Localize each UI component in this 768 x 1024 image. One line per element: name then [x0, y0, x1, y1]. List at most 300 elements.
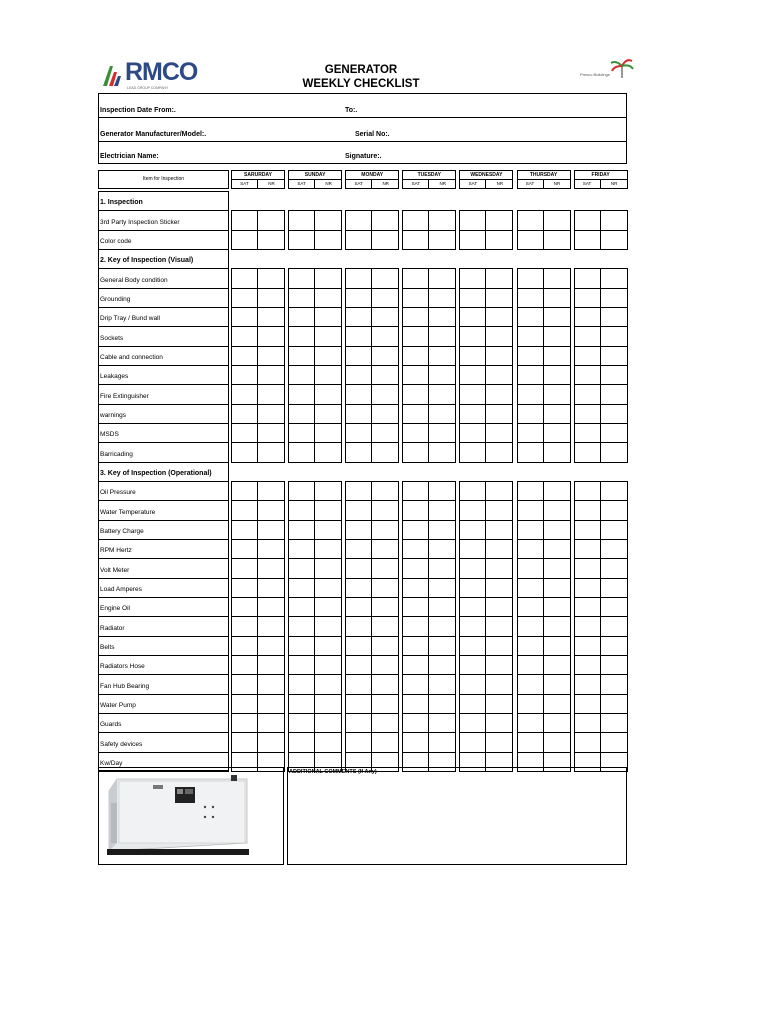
check-cell-sat[interactable]: [288, 481, 315, 501]
check-cell-sat[interactable]: [288, 326, 315, 346]
check-cell-nr[interactable]: [257, 636, 285, 656]
check-cell-sat[interactable]: [574, 404, 601, 424]
check-cell-nr[interactable]: [600, 268, 628, 288]
check-cell-nr[interactable]: [371, 732, 399, 752]
check-cell-sat[interactable]: [574, 346, 601, 366]
check-cell-sat[interactable]: [574, 326, 601, 346]
check-cell-nr[interactable]: [428, 539, 456, 559]
check-cell-nr[interactable]: [257, 616, 285, 636]
check-cell-sat[interactable]: [402, 384, 429, 404]
check-cell-nr[interactable]: [371, 520, 399, 540]
check-cell-nr[interactable]: [543, 674, 571, 694]
check-cell-nr[interactable]: [543, 558, 571, 578]
check-cell-nr[interactable]: [314, 404, 342, 424]
check-cell-sat[interactable]: [231, 307, 258, 327]
check-cell-sat[interactable]: [574, 230, 601, 250]
check-cell-sat[interactable]: [345, 674, 372, 694]
check-cell-nr[interactable]: [543, 597, 571, 617]
check-cell-sat[interactable]: [345, 384, 372, 404]
check-cell-sat[interactable]: [231, 732, 258, 752]
check-cell-nr[interactable]: [257, 404, 285, 424]
check-cell-nr[interactable]: [600, 520, 628, 540]
check-cell-nr[interactable]: [485, 558, 513, 578]
check-cell-nr[interactable]: [428, 616, 456, 636]
check-cell-nr[interactable]: [485, 597, 513, 617]
check-cell-sat[interactable]: [402, 442, 429, 462]
check-cell-sat[interactable]: [459, 578, 486, 598]
check-cell-nr[interactable]: [428, 326, 456, 346]
check-cell-sat[interactable]: [345, 365, 372, 385]
check-cell-nr[interactable]: [314, 384, 342, 404]
check-cell-nr[interactable]: [314, 326, 342, 346]
check-cell-sat[interactable]: [459, 481, 486, 501]
check-cell-sat[interactable]: [517, 365, 544, 385]
check-cell-nr[interactable]: [485, 230, 513, 250]
check-cell-sat[interactable]: [231, 500, 258, 520]
check-cell-nr[interactable]: [485, 384, 513, 404]
check-cell-sat[interactable]: [288, 423, 315, 443]
check-cell-sat[interactable]: [288, 732, 315, 752]
check-cell-sat[interactable]: [517, 210, 544, 230]
check-cell-sat[interactable]: [459, 384, 486, 404]
check-cell-sat[interactable]: [402, 732, 429, 752]
check-cell-nr[interactable]: [257, 346, 285, 366]
check-cell-sat[interactable]: [288, 404, 315, 424]
check-cell-sat[interactable]: [231, 365, 258, 385]
check-cell-nr[interactable]: [600, 346, 628, 366]
check-cell-nr[interactable]: [257, 481, 285, 501]
check-cell-nr[interactable]: [371, 597, 399, 617]
check-cell-nr[interactable]: [314, 288, 342, 308]
check-cell-sat[interactable]: [231, 423, 258, 443]
check-cell-sat[interactable]: [402, 655, 429, 675]
check-cell-nr[interactable]: [485, 404, 513, 424]
check-cell-sat[interactable]: [231, 230, 258, 250]
check-cell-nr[interactable]: [485, 423, 513, 443]
check-cell-sat[interactable]: [517, 346, 544, 366]
check-cell-sat[interactable]: [517, 384, 544, 404]
check-cell-nr[interactable]: [257, 384, 285, 404]
check-cell-nr[interactable]: [428, 500, 456, 520]
check-cell-nr[interactable]: [314, 346, 342, 366]
check-cell-nr[interactable]: [314, 365, 342, 385]
check-cell-nr[interactable]: [428, 365, 456, 385]
check-cell-nr[interactable]: [371, 539, 399, 559]
check-cell-nr[interactable]: [314, 694, 342, 714]
check-cell-sat[interactable]: [574, 616, 601, 636]
check-cell-nr[interactable]: [371, 500, 399, 520]
check-cell-nr[interactable]: [371, 307, 399, 327]
check-cell-sat[interactable]: [288, 636, 315, 656]
check-cell-sat[interactable]: [288, 713, 315, 733]
check-cell-nr[interactable]: [371, 404, 399, 424]
check-cell-sat[interactable]: [345, 481, 372, 501]
check-cell-sat[interactable]: [459, 597, 486, 617]
check-cell-sat[interactable]: [231, 520, 258, 540]
check-cell-sat[interactable]: [517, 481, 544, 501]
check-cell-nr[interactable]: [428, 597, 456, 617]
check-cell-sat[interactable]: [459, 404, 486, 424]
check-cell-sat[interactable]: [517, 442, 544, 462]
check-cell-sat[interactable]: [574, 732, 601, 752]
check-cell-nr[interactable]: [371, 423, 399, 443]
check-cell-sat[interactable]: [288, 655, 315, 675]
check-cell-sat[interactable]: [574, 578, 601, 598]
check-cell-nr[interactable]: [543, 230, 571, 250]
check-cell-sat[interactable]: [345, 578, 372, 598]
check-cell-nr[interactable]: [543, 404, 571, 424]
check-cell-nr[interactable]: [543, 655, 571, 675]
check-cell-nr[interactable]: [600, 442, 628, 462]
check-cell-nr[interactable]: [257, 732, 285, 752]
check-cell-nr[interactable]: [485, 442, 513, 462]
check-cell-sat[interactable]: [459, 520, 486, 540]
check-cell-sat[interactable]: [231, 616, 258, 636]
check-cell-nr[interactable]: [600, 616, 628, 636]
check-cell-sat[interactable]: [288, 578, 315, 598]
check-cell-sat[interactable]: [574, 423, 601, 443]
check-cell-nr[interactable]: [543, 384, 571, 404]
check-cell-sat[interactable]: [231, 481, 258, 501]
check-cell-sat[interactable]: [459, 288, 486, 308]
check-cell-sat[interactable]: [288, 674, 315, 694]
check-cell-sat[interactable]: [459, 500, 486, 520]
check-cell-nr[interactable]: [428, 307, 456, 327]
check-cell-nr[interactable]: [543, 288, 571, 308]
check-cell-nr[interactable]: [257, 307, 285, 327]
check-cell-sat[interactable]: [517, 326, 544, 346]
check-cell-sat[interactable]: [345, 713, 372, 733]
check-cell-sat[interactable]: [517, 423, 544, 443]
check-cell-nr[interactable]: [371, 210, 399, 230]
check-cell-sat[interactable]: [345, 597, 372, 617]
check-cell-sat[interactable]: [574, 268, 601, 288]
check-cell-nr[interactable]: [371, 288, 399, 308]
check-cell-sat[interactable]: [288, 520, 315, 540]
check-cell-nr[interactable]: [485, 210, 513, 230]
check-cell-nr[interactable]: [485, 500, 513, 520]
check-cell-sat[interactable]: [459, 732, 486, 752]
check-cell-nr[interactable]: [600, 365, 628, 385]
check-cell-sat[interactable]: [517, 732, 544, 752]
check-cell-sat[interactable]: [402, 616, 429, 636]
check-cell-sat[interactable]: [459, 268, 486, 288]
check-cell-sat[interactable]: [402, 326, 429, 346]
check-cell-nr[interactable]: [257, 597, 285, 617]
check-cell-sat[interactable]: [517, 674, 544, 694]
check-cell-nr[interactable]: [314, 230, 342, 250]
check-cell-nr[interactable]: [485, 520, 513, 540]
check-cell-nr[interactable]: [600, 481, 628, 501]
check-cell-nr[interactable]: [543, 616, 571, 636]
check-cell-nr[interactable]: [428, 520, 456, 540]
check-cell-sat[interactable]: [574, 384, 601, 404]
check-cell-nr[interactable]: [543, 578, 571, 598]
check-cell-nr[interactable]: [543, 481, 571, 501]
check-cell-sat[interactable]: [402, 597, 429, 617]
additional-comments-box[interactable]: [287, 767, 627, 865]
check-cell-sat[interactable]: [231, 636, 258, 656]
check-cell-sat[interactable]: [345, 539, 372, 559]
check-cell-nr[interactable]: [257, 423, 285, 443]
check-cell-nr[interactable]: [257, 713, 285, 733]
check-cell-nr[interactable]: [485, 307, 513, 327]
check-cell-nr[interactable]: [371, 616, 399, 636]
check-cell-nr[interactable]: [428, 481, 456, 501]
check-cell-nr[interactable]: [485, 481, 513, 501]
check-cell-nr[interactable]: [314, 597, 342, 617]
check-cell-sat[interactable]: [459, 713, 486, 733]
check-cell-nr[interactable]: [600, 326, 628, 346]
check-cell-sat[interactable]: [402, 520, 429, 540]
check-cell-sat[interactable]: [574, 713, 601, 733]
check-cell-sat[interactable]: [288, 230, 315, 250]
check-cell-sat[interactable]: [459, 674, 486, 694]
check-cell-nr[interactable]: [371, 481, 399, 501]
check-cell-nr[interactable]: [371, 636, 399, 656]
check-cell-sat[interactable]: [517, 288, 544, 308]
check-cell-sat[interactable]: [574, 500, 601, 520]
check-cell-sat[interactable]: [574, 674, 601, 694]
check-cell-nr[interactable]: [600, 539, 628, 559]
check-cell-nr[interactable]: [371, 578, 399, 598]
check-cell-sat[interactable]: [231, 346, 258, 366]
check-cell-sat[interactable]: [288, 268, 315, 288]
check-cell-nr[interactable]: [543, 713, 571, 733]
check-cell-nr[interactable]: [543, 326, 571, 346]
check-cell-sat[interactable]: [402, 307, 429, 327]
check-cell-sat[interactable]: [459, 694, 486, 714]
check-cell-nr[interactable]: [257, 655, 285, 675]
check-cell-nr[interactable]: [600, 500, 628, 520]
check-cell-nr[interactable]: [314, 655, 342, 675]
check-cell-nr[interactable]: [543, 365, 571, 385]
check-cell-sat[interactable]: [402, 346, 429, 366]
check-cell-nr[interactable]: [257, 694, 285, 714]
check-cell-nr[interactable]: [371, 655, 399, 675]
check-cell-nr[interactable]: [314, 423, 342, 443]
check-cell-sat[interactable]: [574, 365, 601, 385]
check-cell-nr[interactable]: [600, 230, 628, 250]
check-cell-sat[interactable]: [288, 500, 315, 520]
check-cell-nr[interactable]: [257, 210, 285, 230]
check-cell-nr[interactable]: [543, 732, 571, 752]
check-cell-nr[interactable]: [257, 230, 285, 250]
check-cell-nr[interactable]: [485, 365, 513, 385]
check-cell-nr[interactable]: [314, 481, 342, 501]
check-cell-sat[interactable]: [288, 384, 315, 404]
check-cell-sat[interactable]: [517, 694, 544, 714]
check-cell-nr[interactable]: [257, 558, 285, 578]
check-cell-nr[interactable]: [428, 732, 456, 752]
check-cell-sat[interactable]: [459, 326, 486, 346]
check-cell-nr[interactable]: [314, 732, 342, 752]
check-cell-sat[interactable]: [459, 636, 486, 656]
check-cell-sat[interactable]: [459, 307, 486, 327]
check-cell-nr[interactable]: [257, 288, 285, 308]
check-cell-sat[interactable]: [517, 230, 544, 250]
check-cell-nr[interactable]: [428, 694, 456, 714]
check-cell-sat[interactable]: [402, 230, 429, 250]
check-cell-nr[interactable]: [600, 655, 628, 675]
check-cell-nr[interactable]: [428, 578, 456, 598]
check-cell-nr[interactable]: [543, 346, 571, 366]
check-cell-nr[interactable]: [543, 694, 571, 714]
check-cell-nr[interactable]: [600, 307, 628, 327]
check-cell-sat[interactable]: [288, 365, 315, 385]
check-cell-sat[interactable]: [231, 210, 258, 230]
check-cell-nr[interactable]: [314, 500, 342, 520]
check-cell-nr[interactable]: [428, 713, 456, 733]
check-cell-sat[interactable]: [402, 636, 429, 656]
check-cell-nr[interactable]: [600, 288, 628, 308]
check-cell-sat[interactable]: [517, 558, 544, 578]
check-cell-nr[interactable]: [371, 384, 399, 404]
check-cell-sat[interactable]: [459, 210, 486, 230]
check-cell-nr[interactable]: [600, 636, 628, 656]
check-cell-nr[interactable]: [371, 326, 399, 346]
check-cell-nr[interactable]: [600, 713, 628, 733]
check-cell-nr[interactable]: [257, 268, 285, 288]
check-cell-sat[interactable]: [288, 307, 315, 327]
check-cell-sat[interactable]: [402, 404, 429, 424]
check-cell-sat[interactable]: [345, 442, 372, 462]
check-cell-sat[interactable]: [517, 616, 544, 636]
check-cell-nr[interactable]: [485, 732, 513, 752]
check-cell-sat[interactable]: [574, 288, 601, 308]
check-cell-sat[interactable]: [402, 288, 429, 308]
check-cell-nr[interactable]: [428, 558, 456, 578]
check-cell-sat[interactable]: [231, 288, 258, 308]
check-cell-nr[interactable]: [485, 713, 513, 733]
check-cell-nr[interactable]: [600, 694, 628, 714]
check-cell-sat[interactable]: [345, 288, 372, 308]
check-cell-nr[interactable]: [485, 326, 513, 346]
check-cell-sat[interactable]: [288, 597, 315, 617]
check-cell-nr[interactable]: [371, 442, 399, 462]
check-cell-sat[interactable]: [517, 268, 544, 288]
check-cell-nr[interactable]: [428, 230, 456, 250]
check-cell-sat[interactable]: [231, 268, 258, 288]
check-cell-sat[interactable]: [288, 539, 315, 559]
check-cell-sat[interactable]: [574, 694, 601, 714]
check-cell-sat[interactable]: [288, 288, 315, 308]
check-cell-sat[interactable]: [345, 558, 372, 578]
check-cell-sat[interactable]: [402, 423, 429, 443]
check-cell-sat[interactable]: [517, 539, 544, 559]
check-cell-sat[interactable]: [459, 346, 486, 366]
check-cell-sat[interactable]: [517, 578, 544, 598]
check-cell-nr[interactable]: [428, 442, 456, 462]
check-cell-nr[interactable]: [314, 578, 342, 598]
check-cell-sat[interactable]: [345, 423, 372, 443]
check-cell-nr[interactable]: [485, 288, 513, 308]
check-cell-nr[interactable]: [257, 326, 285, 346]
check-cell-nr[interactable]: [314, 442, 342, 462]
check-cell-sat[interactable]: [574, 307, 601, 327]
check-cell-nr[interactable]: [371, 674, 399, 694]
check-cell-nr[interactable]: [314, 713, 342, 733]
check-cell-sat[interactable]: [517, 307, 544, 327]
check-cell-sat[interactable]: [231, 384, 258, 404]
check-cell-sat[interactable]: [574, 636, 601, 656]
check-cell-sat[interactable]: [517, 713, 544, 733]
check-cell-nr[interactable]: [257, 674, 285, 694]
check-cell-sat[interactable]: [231, 597, 258, 617]
check-cell-nr[interactable]: [485, 674, 513, 694]
check-cell-sat[interactable]: [459, 655, 486, 675]
check-cell-sat[interactable]: [345, 500, 372, 520]
check-cell-nr[interactable]: [257, 500, 285, 520]
check-cell-sat[interactable]: [402, 694, 429, 714]
check-cell-nr[interactable]: [485, 539, 513, 559]
check-cell-nr[interactable]: [371, 268, 399, 288]
check-cell-nr[interactable]: [600, 732, 628, 752]
check-cell-sat[interactable]: [517, 404, 544, 424]
check-cell-nr[interactable]: [314, 307, 342, 327]
check-cell-nr[interactable]: [485, 346, 513, 366]
check-cell-sat[interactable]: [517, 500, 544, 520]
check-cell-nr[interactable]: [600, 597, 628, 617]
check-cell-nr[interactable]: [428, 655, 456, 675]
check-cell-nr[interactable]: [543, 500, 571, 520]
check-cell-nr[interactable]: [600, 558, 628, 578]
check-cell-nr[interactable]: [314, 210, 342, 230]
check-cell-sat[interactable]: [345, 210, 372, 230]
check-cell-nr[interactable]: [543, 210, 571, 230]
check-cell-nr[interactable]: [257, 365, 285, 385]
check-cell-nr[interactable]: [600, 423, 628, 443]
check-cell-nr[interactable]: [543, 268, 571, 288]
check-cell-sat[interactable]: [345, 694, 372, 714]
check-cell-sat[interactable]: [574, 539, 601, 559]
check-cell-sat[interactable]: [345, 230, 372, 250]
check-cell-nr[interactable]: [600, 210, 628, 230]
check-cell-nr[interactable]: [314, 539, 342, 559]
check-cell-nr[interactable]: [371, 230, 399, 250]
check-cell-nr[interactable]: [485, 616, 513, 636]
check-cell-sat[interactable]: [288, 442, 315, 462]
check-cell-sat[interactable]: [574, 558, 601, 578]
check-cell-sat[interactable]: [345, 268, 372, 288]
check-cell-nr[interactable]: [257, 442, 285, 462]
check-cell-sat[interactable]: [402, 210, 429, 230]
check-cell-sat[interactable]: [345, 326, 372, 346]
check-cell-nr[interactable]: [428, 288, 456, 308]
check-cell-sat[interactable]: [345, 732, 372, 752]
check-cell-nr[interactable]: [485, 268, 513, 288]
check-cell-nr[interactable]: [428, 404, 456, 424]
check-cell-nr[interactable]: [600, 404, 628, 424]
check-cell-sat[interactable]: [231, 655, 258, 675]
check-cell-sat[interactable]: [402, 578, 429, 598]
check-cell-sat[interactable]: [517, 597, 544, 617]
check-cell-sat[interactable]: [231, 539, 258, 559]
check-cell-sat[interactable]: [345, 636, 372, 656]
check-cell-sat[interactable]: [402, 481, 429, 501]
check-cell-sat[interactable]: [402, 500, 429, 520]
check-cell-sat[interactable]: [574, 442, 601, 462]
check-cell-sat[interactable]: [459, 616, 486, 636]
check-cell-nr[interactable]: [371, 346, 399, 366]
check-cell-nr[interactable]: [543, 307, 571, 327]
check-cell-sat[interactable]: [402, 268, 429, 288]
check-cell-sat[interactable]: [402, 365, 429, 385]
check-cell-sat[interactable]: [574, 520, 601, 540]
check-cell-nr[interactable]: [314, 616, 342, 636]
check-cell-sat[interactable]: [345, 404, 372, 424]
check-cell-nr[interactable]: [485, 636, 513, 656]
